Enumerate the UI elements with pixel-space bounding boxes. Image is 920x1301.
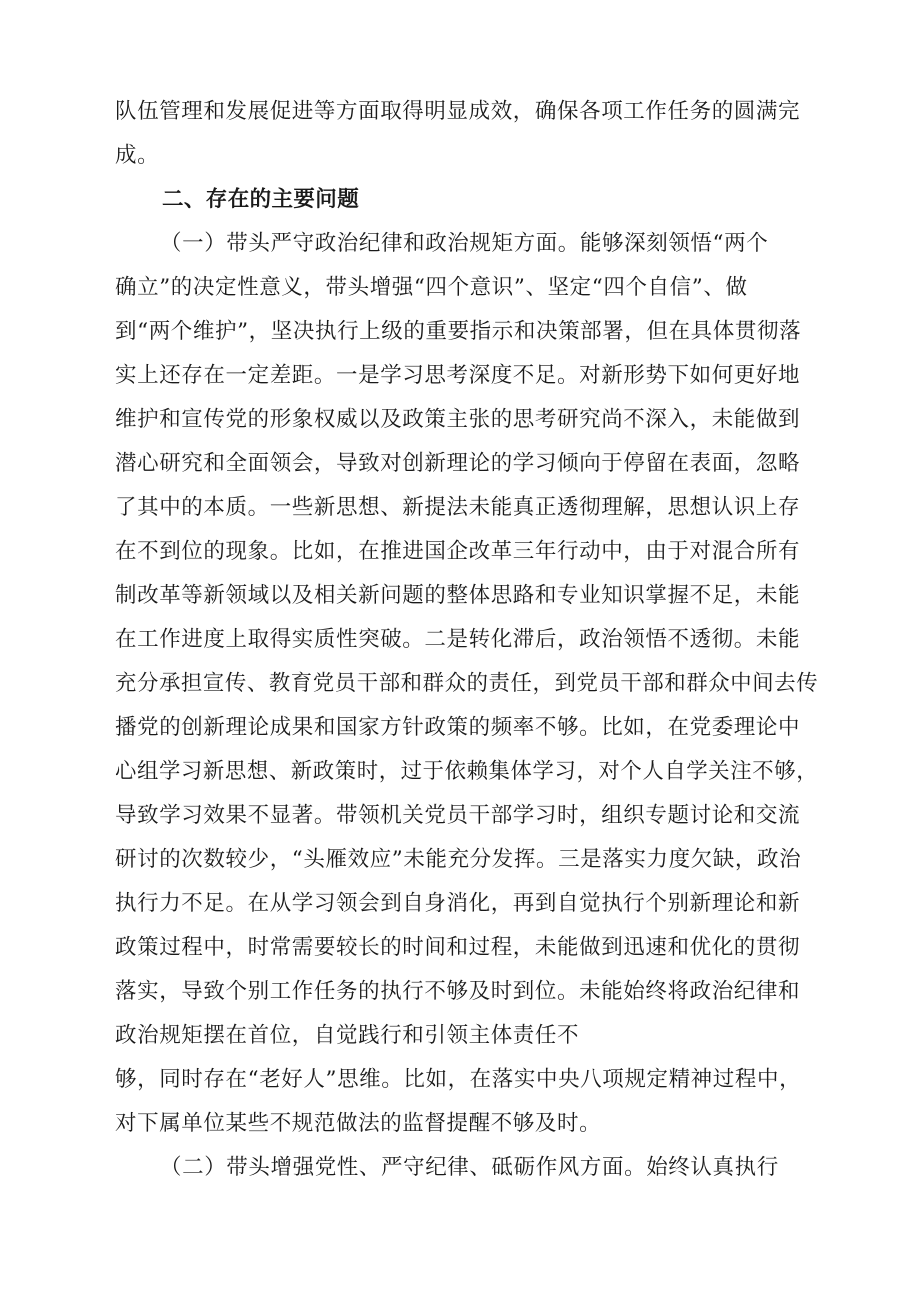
text-line: 政策过程中，时常需要较长的时间和过程，未能做到迅速和优化的贯彻 (115, 935, 801, 960)
text-line: （二）带头增强党性、严守纪律、砥砺作风方面。始终认真执行 (160, 1155, 779, 1180)
text-line: 在不到位的现象。比如，在推进国企改革三年行动中，由于对混合所有 (115, 539, 801, 564)
text-line: 导致学习效果不显著。带领机关党员干部学习时，组织专题讨论和交流 (115, 803, 801, 828)
text-line: 实上还存在一定差距。一是学习思考深度不足。对新形势下如何更好地 (115, 363, 801, 388)
text-line: 对下属单位某些不规范做法的监督提醒不够及时。 (115, 1111, 602, 1136)
text-line: 潜心研究和全面领会，导致对创新理论的学习倾向于停留在表面，忽略 (115, 451, 801, 476)
text-line: 在工作进度上取得实质性突破。二是转化滞后，政治领悟不透彻。未能 (115, 627, 801, 652)
section-heading: 二、存在的主要问题 (162, 187, 360, 212)
text-line: 播党的创新理论成果和国家方针政策的频率不够。比如，在党委理论中 (115, 715, 801, 740)
text-line: 执行力不足。在从学习领会到自身消化，再到自觉执行个别新理论和新 (115, 891, 801, 916)
text-line: 维护和宣传党的形象权威以及政策主张的思考研究尚不深入，未能做到 (115, 407, 801, 432)
text-line: 到“两个维护”，坚决执行上级的重要指示和决策部署，但在具体贯彻落 (115, 319, 802, 344)
text-line: （一）带头严守政治纪律和政治规矩方面。能够深刻领悟“两个 (160, 231, 769, 256)
text-line: 落实，导致个别工作任务的执行不够及时到位。未能始终将政治纪律和 (115, 979, 801, 1004)
text-line: 队伍管理和发展促进等方面取得明显成效，确保各项工作任务的圆满完 (115, 99, 801, 124)
text-line: 政治规矩摆在首位，自觉践行和引领主体责任不 (115, 1023, 580, 1048)
text-line: 制改革等新领域以及相关新问题的整体思路和专业知识掌握不足，未能 (115, 583, 801, 608)
text-line: 成。 (115, 143, 160, 168)
text-line: 充分承担宣传、教育党员干部和群众的责任，到党员干部和群众中间去传 (115, 671, 819, 696)
text-line: 够，同时存在“老好人”思维。比如，在落实中央八项规定精神过程中， (115, 1067, 802, 1092)
text-line: 心组学习新思想、新政策时，过于依赖集体学习，对个人自学关注不够， (115, 759, 819, 784)
text-line: 研讨的次数较少，“头雁效应”未能充分发挥。三是落实力度欠缺，政治 (115, 847, 802, 872)
text-line: 确立”的决定性意义，带头增强“四个意识”、坚定“四个自信”、做 (115, 275, 748, 300)
text-line: 了其中的本质。一些新思想、新提法未能真正透彻理解，思想认识上存 (115, 495, 801, 520)
